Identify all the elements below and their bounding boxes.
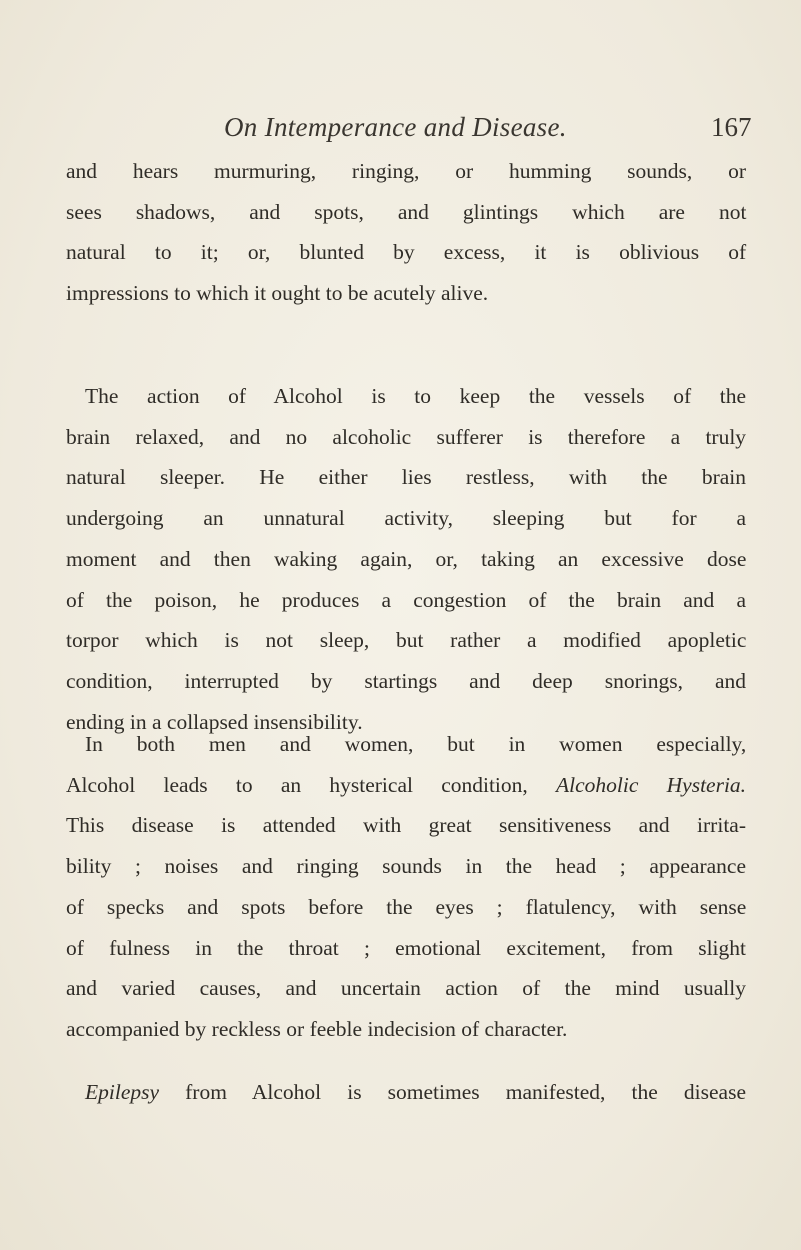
text-line: and hears murmuring, ringing, or humming sounds, or <box>66 159 746 183</box>
text-line <box>66 765 746 806</box>
text-line: accompanied by reckless or feeble indecision of character. <box>66 1016 568 1041</box>
text-line: of specks and spots before the eyes ; flatulency, with sense <box>66 894 747 919</box>
text-line: condition, interrupted by startings and deep snorings, and <box>66 668 746 693</box>
text-line: ending in a collapsed insensibility. <box>66 709 363 734</box>
text-line: torpor which is not sleep, but rather a modified apopletic <box>66 628 747 653</box>
text-run: from Alcohol is sometimes manifested, the disease <box>159 1080 746 1104</box>
text-line: impressions to which it ought to be acutely alive. <box>66 281 489 306</box>
italic-term: Alcoholic Hysteria. <box>556 772 747 797</box>
running-title: On Intemperance and Disease. <box>224 112 567 142</box>
text-run: Alcohol leads to an hysterical condition, <box>66 772 557 797</box>
text-line: In both men and women, but in women especially, <box>85 732 747 756</box>
paragraph-4 <box>66 1072 746 1113</box>
text-line: natural sleeper. He either lies restless, with the brain <box>66 465 746 490</box>
text-line: and varied causes, and uncertain action of the mind usually <box>66 976 746 1001</box>
running-header <box>0 112 801 152</box>
text-line: The action of Alcohol is to keep the vessels of the <box>85 384 746 408</box>
text-line: of fulness in the throat ; emotional excitement, from slight <box>66 935 746 960</box>
text-line: of the poison, he produces a congestion of the brain and a <box>66 587 746 612</box>
text-line: bility ; noises and ringing sounds in the head ; appearance <box>66 854 746 879</box>
paragraph-3 <box>66 724 746 1050</box>
text-line: This disease is attended with great sensitiveness and irrita- <box>66 813 746 838</box>
text-line: sees shadows, and spots, and glintings which are not <box>66 199 747 224</box>
paragraph-2 <box>66 376 746 742</box>
text-line <box>66 1072 746 1113</box>
text-line: natural to it; or, blunted by excess, it is oblivious of <box>66 240 747 265</box>
italic-term: Epilepsy <box>85 1080 160 1104</box>
page-number: 167 <box>711 112 752 142</box>
text-line: brain relaxed, and no alcoholic sufferer is therefore a truly <box>66 424 747 449</box>
text-line: undergoing an unnatural activity, sleeping but for a <box>66 506 746 531</box>
text-line: moment and then waking again, or, taking an excessive dose <box>66 546 747 571</box>
paragraph-1 <box>66 151 746 314</box>
